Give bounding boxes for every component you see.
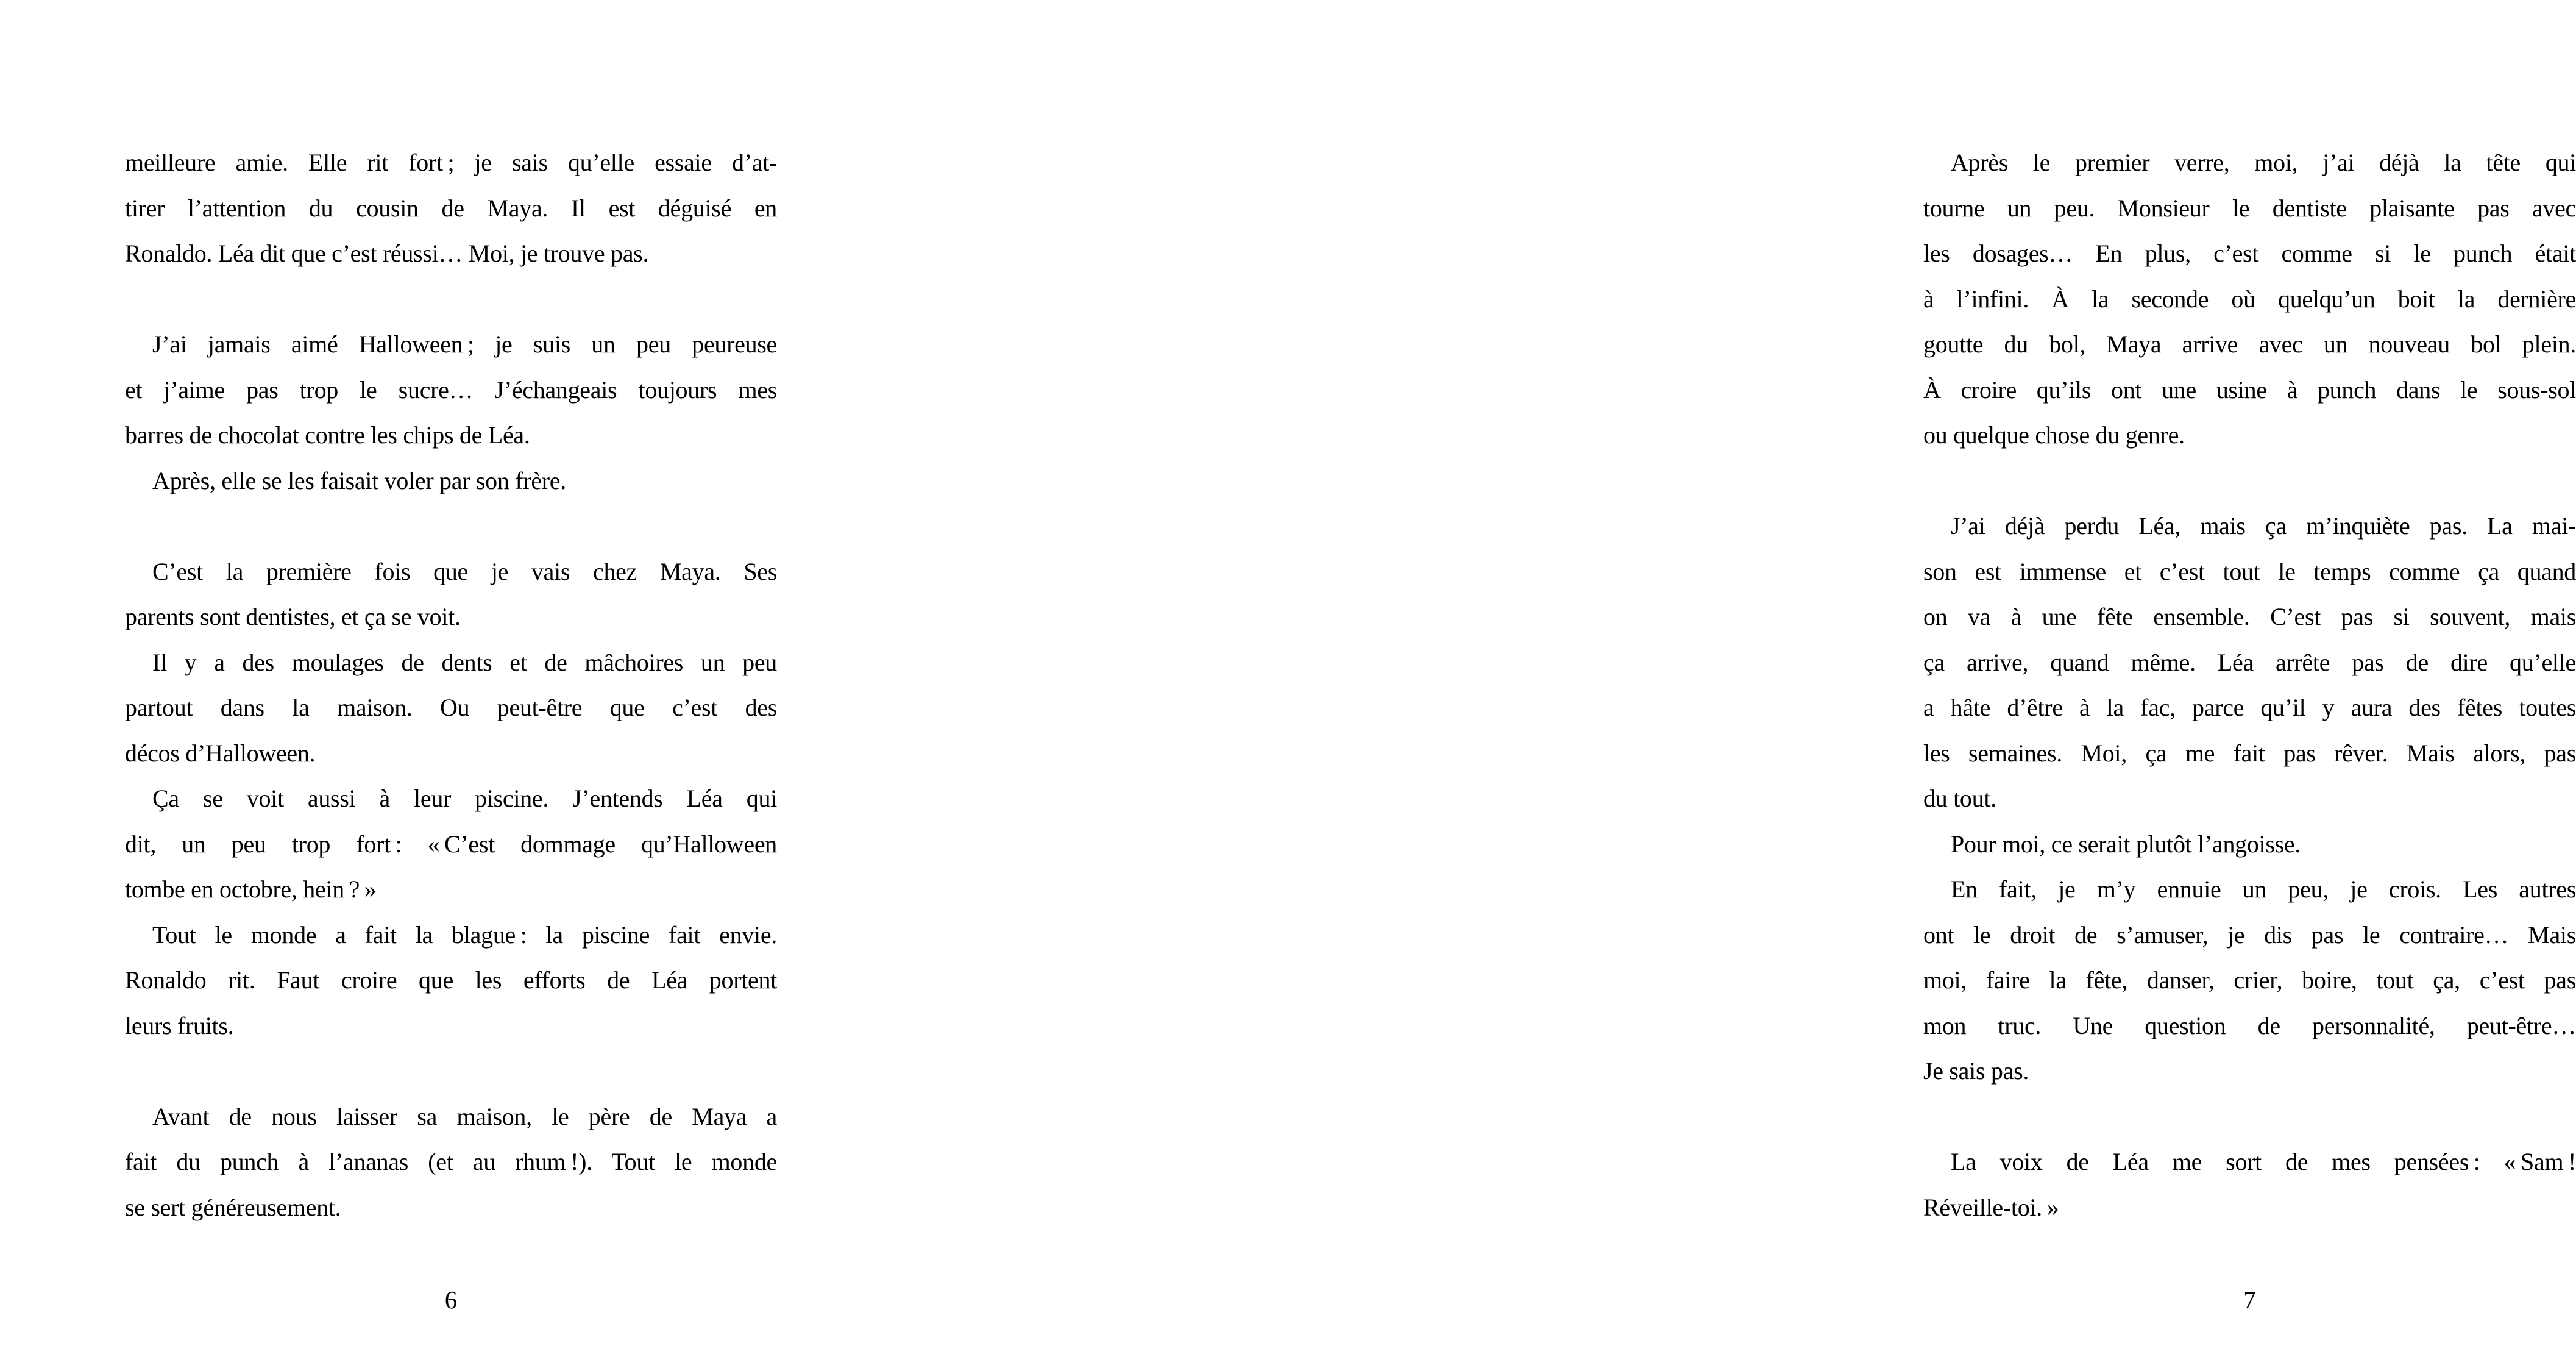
paragraph-spacer <box>125 1049 777 1094</box>
right-page <box>900 0 2576 1368</box>
text-line: En fait, je m’y ennuie un peu, je crois. Les autres <box>1951 875 2576 903</box>
paragraph-spacer <box>1923 458 2576 504</box>
text-line: à l’infini. À la seconde où quelqu’un boit la dernière <box>1923 285 2576 313</box>
text-line: barres de chocolat contre les chips de Léa. <box>125 421 530 449</box>
text-line: Ronaldo. Léa dit que c’est réussi… Moi, je trouve pas. <box>125 240 649 267</box>
text-line: fait du punch à l’ananas (et au rhum !). Tout le monde <box>125 1148 777 1175</box>
text-line: J’ai jamais aimé Halloween ; je suis un peu peureuse <box>152 330 777 358</box>
right-page-text-block <box>1923 140 2576 1230</box>
text-line: moi, faire la fête, danser, crier, boire, tout ça, c’est pas <box>1923 966 2576 994</box>
text-line: et j’aime pas trop le sucre… J’échangeais toujours mes <box>125 376 777 404</box>
text-line: partout dans la maison. Ou peut-être que c’est des <box>125 694 777 721</box>
text-line: dit, un peu trop fort : « C’est dommage qu’Halloween <box>125 830 777 858</box>
text-line: Tout le monde a fait la blague : la piscine fait envie. <box>152 921 777 949</box>
text-line: les semaines. Moi, ça me fait pas rêver. Mais alors, pas <box>1923 739 2576 767</box>
text-line: a hâte d’être à la fac, parce qu’il y aura des fêtes toutes <box>1923 694 2576 721</box>
text-line: décos d’Halloween. <box>125 739 316 767</box>
text-line: ou quelque chose du genre. <box>1923 421 2185 449</box>
text-line: À croire qu’ils ont une usine à punch dans le sous-sol <box>1923 376 2576 404</box>
text-line: son est immense et c’est tout le temps comme ça quand <box>1923 557 2576 585</box>
text-line: meilleure amie. Elle rit fort ; je sais qu’elle essaie d’at- <box>125 149 777 176</box>
text-line: Après, elle se les faisait voler par son frère. <box>152 466 566 494</box>
text-line: Ça se voit aussi à leur piscine. J’entends Léa qui <box>152 785 777 812</box>
paragraph-spacer <box>1923 1094 2576 1140</box>
left-page-text-block <box>125 140 777 1230</box>
text-line: La voix de Léa me sort de mes pensées : « Sam ! <box>1951 1148 2576 1175</box>
text-line: Réveille-toi. » <box>1923 1193 2059 1221</box>
left-page <box>0 0 899 1368</box>
text-line: leurs fruits. <box>125 1011 234 1039</box>
paragraph-spacer <box>125 504 777 549</box>
text-line: Après le premier verre, moi, j’ai déjà la tête qui <box>1951 149 2576 176</box>
text-line: se sert généreusement. <box>125 1193 341 1221</box>
text-line: les dosages… En plus, c’est comme si le punch était <box>1923 240 2576 267</box>
text-line: tourne un peu. Monsieur le dentiste plaisante pas avec <box>1923 194 2576 222</box>
text-line: ont le droit de s’amuser, je dis pas le contraire… Mais <box>1923 921 2576 949</box>
text-line: Je sais pas. <box>1923 1057 2029 1085</box>
paragraph-spacer <box>125 277 777 322</box>
text-line: J’ai déjà perdu Léa, mais ça m’inquiète pas. La mai- <box>1951 512 2576 540</box>
text-line: mon truc. Une question de personnalité, peut-être… <box>1923 1011 2576 1039</box>
text-line: du tout. <box>1923 785 1996 812</box>
text-line: Ronaldo rit. Faut croire que les efforts de Léa portent <box>125 966 777 994</box>
text-line: C’est la première fois que je vais chez Maya. Ses <box>152 557 777 585</box>
text-line: Pour moi, ce serait plutôt l’angoisse. <box>1951 830 2301 858</box>
text-line: parents sont dentistes, et ça se voit. <box>125 603 461 630</box>
text-line: ça arrive, quand même. Léa arrête pas de dire qu’elle <box>1923 648 2576 676</box>
right-page-number: 7 <box>2243 1286 2256 1314</box>
text-line: tirer l’attention du cousin de Maya. Il est déguisé en <box>125 194 777 222</box>
text-line: on va à une fête ensemble. C’est pas si souvent, mais <box>1923 603 2576 630</box>
text-line: Avant de nous laisser sa maison, le père de Maya a <box>152 1102 777 1130</box>
text-line: tombe en octobre, hein ? » <box>125 875 377 903</box>
text-line: Il y a des moulages de dents et de mâchoires un peu <box>152 648 777 676</box>
left-page-number: 6 <box>444 1286 458 1314</box>
text-line: goutte du bol, Maya arrive avec un nouveau bol plein. <box>1923 330 2576 358</box>
